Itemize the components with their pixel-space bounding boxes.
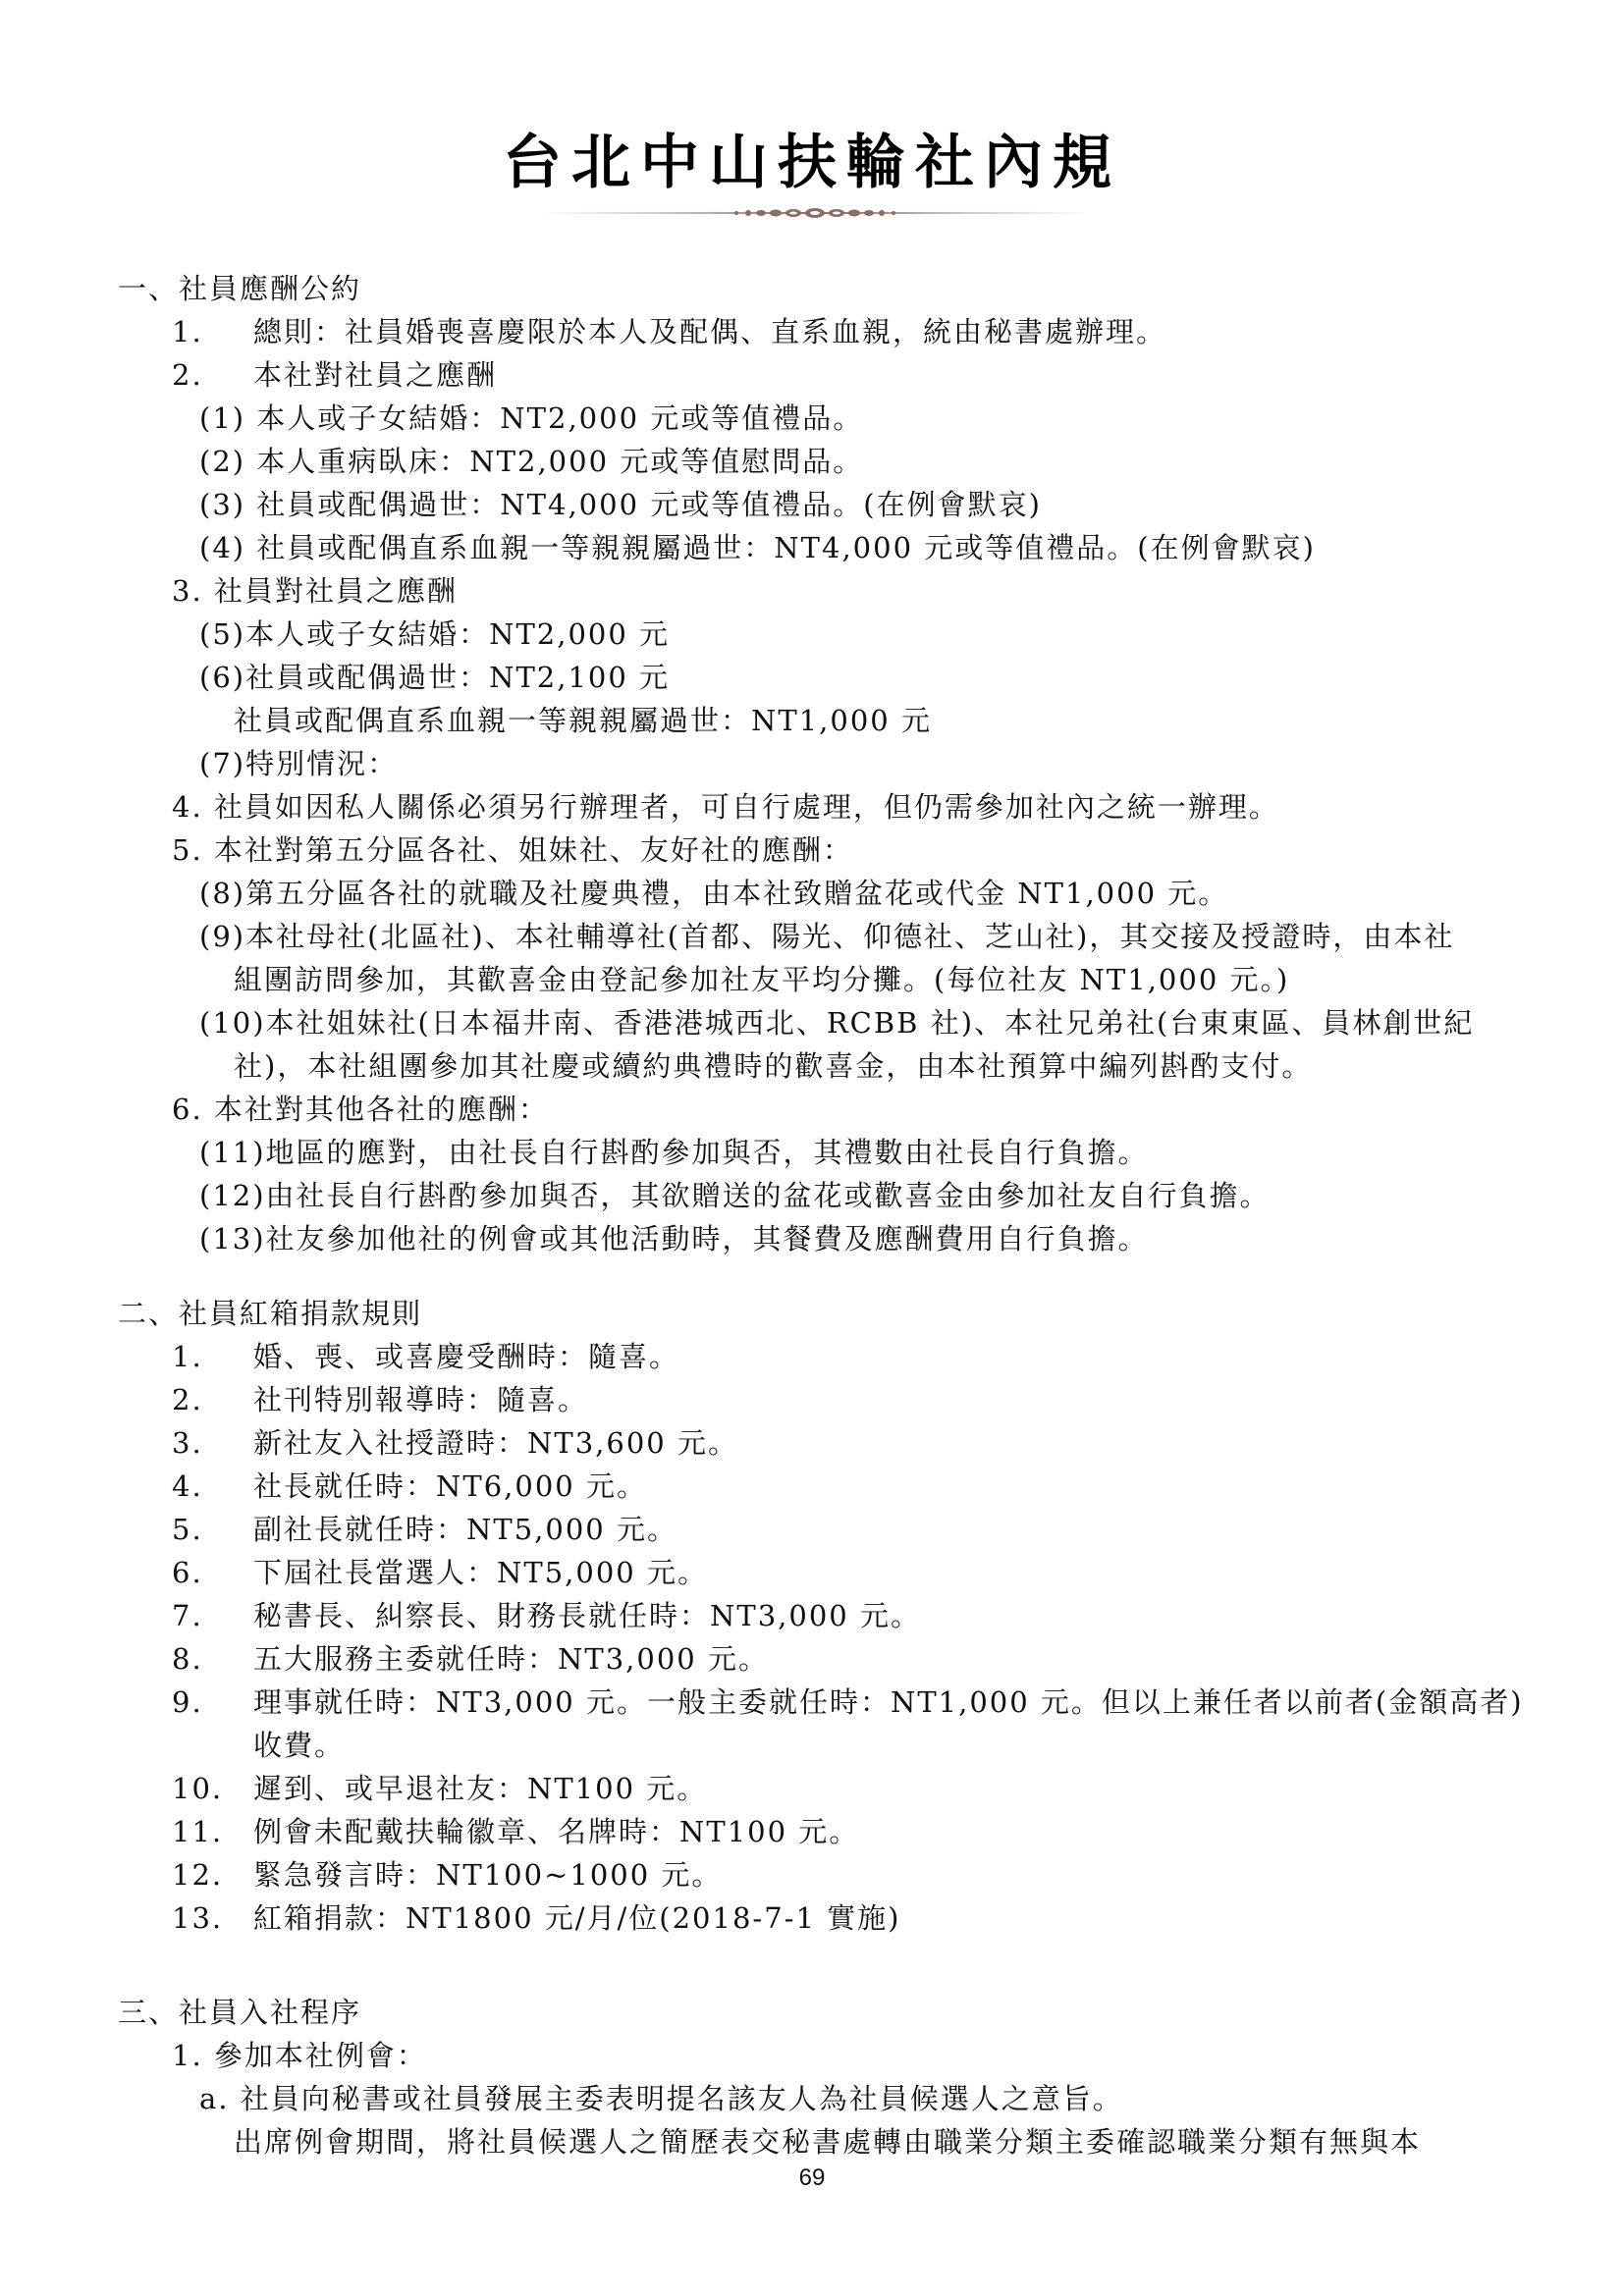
list-item: 1. 參加本社例會： [172, 2039, 427, 2072]
sub-item: (4) 社員或配偶直系血親一等親親屬過世：NT4,000 元或等值禮品。(在例會默哀) [199, 531, 1316, 564]
section-heading: 三、社員入社程序 [118, 1996, 362, 2029]
list-item-text: 遲到、或早退社友：NT100 元。 [253, 1772, 708, 1805]
list-item-text: 新社友入社授證時：NT3,600 元。 [253, 1426, 738, 1460]
list-item: 6. 本社對其他各社的應酬： [172, 1093, 549, 1126]
list-item-number: 10. [172, 1772, 224, 1805]
page-title: 台北中山扶輪社內規 [503, 129, 1121, 197]
sub-item: (3) 社員或配偶過世：NT4,000 元或等值禮品。(在例會默哀) [199, 488, 1042, 521]
list-item-text: 收費。 [253, 1729, 346, 1762]
list-item-number: 2. [172, 358, 203, 392]
list-item-number: 1. [172, 1340, 203, 1373]
sub-item: (9)本社母社(北區社)、本社輔導社(首都、陽光、仰德社、芝山社)，其交接及授證時，由本社 [199, 920, 1455, 953]
list-item-text: 本社對社員之應酬 [253, 358, 498, 392]
list-item-number: 9. [172, 1685, 203, 1719]
list-item-text: 五大服務主委就任時：NT3,000 元。 [253, 1642, 769, 1676]
list-item-text: 社刊特別報導時：隨喜。 [253, 1383, 589, 1416]
sub-item: a. 社員向秘書或社員發展主委表明提名該友人為社員候選人之意旨。 [199, 2082, 1123, 2115]
sub-item: (12)由社長自行斟酌參加與否，其欲贈送的盆花或歡喜金由參加社友自行負擔。 [199, 1179, 1271, 1212]
title-ornament-divider [540, 196, 1090, 230]
list-item-text: 婚、喪、或喜慶受酬時：隨喜。 [253, 1340, 680, 1373]
list-item-number: 6. [172, 1556, 203, 1589]
section-heading: 二、社員紅箱捐款規則 [118, 1297, 423, 1330]
list-item-text: 秘書長、糾察長、財務長就任時：NT3,000 元。 [253, 1599, 921, 1632]
list-item-number: 11. [172, 1815, 224, 1848]
sub-item-continuation: 組團訪問參加，其歡喜金由登記參加社友平均分攤。(每位社友 NT1,000 元。) [234, 963, 1290, 996]
list-item-number: 2. [172, 1383, 203, 1416]
list-item-text: 紅箱捐款：NT1800 元/月/位(2018-7-1 實施) [253, 1901, 901, 1935]
sub-item: (8)第五分區各社的就職及社慶典禮，由本社致贈盆花或代金 NT1,000 元。 [199, 877, 1229, 910]
sub-item: (10)本社姐妹社(日本福井南、香港港城西北、RCBB 社)、本社兄弟社(台東東區、員林創世紀 [199, 1006, 1475, 1040]
list-item-text: 例會未配戴扶輪徽章、名牌時：NT100 元。 [253, 1815, 860, 1848]
sub-item: (2) 本人重病臥床：NT2,000 元或等值慰問品。 [199, 445, 864, 478]
list-item-text: 總則：社員婚喪喜慶限於本人及配偶、直系血親，統由秘書處辦理。 [253, 315, 1167, 348]
sub-item: (7)特別情況： [199, 747, 399, 780]
sub-item: (5)本人或子女結婚：NT2,000 元 [199, 617, 671, 651]
list-item-text: 理事就任時：NT3,000 元。一般主委就任時：NT1,000 元。但以上兼任者以前者(金額高者) [253, 1685, 1524, 1719]
section-heading: 一、社員應酬公約 [118, 272, 362, 305]
sub-item: (13)社友參加他社的例會或其他活動時，其餐費及應酬費用自行負擔。 [199, 1222, 1149, 1255]
list-item-number: 8. [172, 1642, 203, 1676]
list-item-text: 緊急發言時：NT100~1000 元。 [253, 1858, 723, 1892]
list-item-number: 13. [172, 1901, 224, 1935]
list-item: 4. 社員如因私人關係必須另行辦理者，可自行處理，但仍需參加社內之統一辦理。 [172, 790, 1279, 824]
list-item-number: 4. [172, 1469, 203, 1503]
list-item-text: 副社長就任時：NT5,000 元。 [253, 1513, 677, 1546]
list-item-number: 12. [172, 1858, 224, 1892]
sub-item: (1) 本人或子女結婚：NT2,000 元或等值禮品。 [199, 401, 864, 435]
sub-item-continuation: 出席例會期間，將社員候選人之簡歷表交秘書處轉由職業分類主委確認職業分類有無與本 [234, 2125, 1422, 2159]
sub-item: (6)社員或配偶過世：NT2,100 元 [199, 661, 671, 694]
sub-item: (11)地區的應對，由社長自行斟酌參加與否，其禮數由社長自行負擔。 [199, 1136, 1149, 1169]
sub-item-continuation: 社)，本社組團參加其社慶或續約典禮時的歡喜金，由本社預算中編列斟酌支付。 [234, 1049, 1313, 1083]
page-number: 69 [798, 2164, 826, 2191]
sub-item-continuation: 社員或配偶直系血親一等親親屬過世：NT1,000 元 [234, 704, 932, 737]
list-item-text: 下屆社長當選人：NT5,000 元。 [253, 1556, 708, 1589]
list-item-number: 3. [172, 1426, 203, 1460]
list-item-number: 1. [172, 315, 203, 348]
list-item-number: 5. [172, 1513, 203, 1546]
list-item-number: 7. [172, 1599, 203, 1632]
list-item: 5. 本社對第五分區各社、姐妹社、友好社的應酬： [172, 833, 853, 867]
list-item: 3. 社員對社員之應酬 [172, 574, 458, 608]
list-item-text: 社長就任時：NT6,000 元。 [253, 1469, 647, 1503]
